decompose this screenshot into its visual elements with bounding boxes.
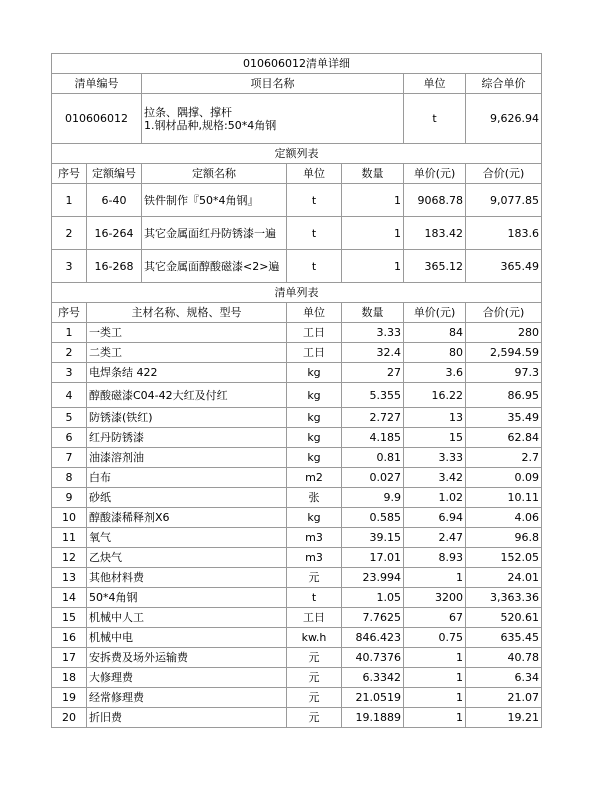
quota-col-code: 定额编号 xyxy=(87,164,142,184)
material-price: 1 xyxy=(404,568,466,588)
quota-name: 其它金属面红丹防锈漆一遍 xyxy=(142,217,287,250)
material-unit: kw.h xyxy=(287,628,342,648)
material-row xyxy=(52,428,542,448)
material-row xyxy=(52,528,542,548)
material-total: 152.05 xyxy=(466,548,542,568)
material-qty: 23.994 xyxy=(342,568,404,588)
material-total: 635.45 xyxy=(466,628,542,648)
material-price: 15 xyxy=(404,428,466,448)
material-name: 机械中电 xyxy=(87,628,287,648)
material-total: 86.95 xyxy=(466,383,542,408)
material-no: 17 xyxy=(52,648,87,668)
material-no: 10 xyxy=(52,508,87,528)
material-total: 19.21 xyxy=(466,708,542,728)
material-row xyxy=(52,343,542,363)
material-no: 1 xyxy=(52,323,87,343)
material-row xyxy=(52,688,542,708)
material-row xyxy=(52,668,542,688)
material-row xyxy=(52,468,542,488)
quota-col-no: 序号 xyxy=(52,164,87,184)
quota-unit: t xyxy=(287,250,342,283)
material-no: 12 xyxy=(52,548,87,568)
material-name: 醇酸漆稀释剂X6 xyxy=(87,508,287,528)
material-qty: 0.027 xyxy=(342,468,404,488)
material-no: 13 xyxy=(52,568,87,588)
material-price: 6.94 xyxy=(404,508,466,528)
material-qty: 6.3342 xyxy=(342,668,404,688)
material-price: 1 xyxy=(404,648,466,668)
material-row xyxy=(52,548,542,568)
quota-code: 6-40 xyxy=(87,184,142,217)
quota-no: 3 xyxy=(52,250,87,283)
material-qty: 1.05 xyxy=(342,588,404,608)
material-unit: kg xyxy=(287,508,342,528)
materials-col-unit: 单位 xyxy=(287,303,342,323)
material-price: 84 xyxy=(404,323,466,343)
materials-section-title: 清单列表 xyxy=(52,283,542,303)
quota-price: 365.12 xyxy=(404,250,466,283)
material-row xyxy=(52,508,542,528)
material-unit: kg xyxy=(287,428,342,448)
materials-col-price: 单价(元) xyxy=(404,303,466,323)
material-price: 3.33 xyxy=(404,448,466,468)
material-qty: 846.423 xyxy=(342,628,404,648)
material-row xyxy=(52,383,542,408)
material-price: 67 xyxy=(404,608,466,628)
material-row xyxy=(52,568,542,588)
quota-code: 16-264 xyxy=(87,217,142,250)
material-unit: 工日 xyxy=(287,608,342,628)
material-total: 0.09 xyxy=(466,468,542,488)
material-total: 10.11 xyxy=(466,488,542,508)
material-no: 4 xyxy=(52,383,87,408)
materials-col-total: 合价(元) xyxy=(466,303,542,323)
material-name: 氧气 xyxy=(87,528,287,548)
quota-col-unit: 单位 xyxy=(287,164,342,184)
material-qty: 5.355 xyxy=(342,383,404,408)
material-price: 1 xyxy=(404,708,466,728)
material-price: 1.02 xyxy=(404,488,466,508)
material-no: 3 xyxy=(52,363,87,383)
material-price: 1 xyxy=(404,668,466,688)
quota-qty: 1 xyxy=(342,250,404,283)
material-no: 8 xyxy=(52,468,87,488)
material-qty: 9.9 xyxy=(342,488,404,508)
material-no: 14 xyxy=(52,588,87,608)
material-name: 安拆费及场外运输费 xyxy=(87,648,287,668)
material-unit: 元 xyxy=(287,708,342,728)
materials-section xyxy=(52,283,542,728)
material-price: 1 xyxy=(404,688,466,708)
material-name: 防锈漆(铁红) xyxy=(87,408,287,428)
material-unit: 元 xyxy=(287,668,342,688)
quota-col-qty: 数量 xyxy=(342,164,404,184)
materials-col-qty: 数量 xyxy=(342,303,404,323)
material-unit: 元 xyxy=(287,688,342,708)
quota-qty: 1 xyxy=(342,184,404,217)
material-total: 520.61 xyxy=(466,608,542,628)
material-qty: 21.0519 xyxy=(342,688,404,708)
material-no: 11 xyxy=(52,528,87,548)
quota-name: 铁件制作『50*4角钢』 xyxy=(142,184,287,217)
material-row xyxy=(52,408,542,428)
quota-code: 16-268 xyxy=(87,250,142,283)
quota-header-row xyxy=(52,164,542,184)
material-total: 24.01 xyxy=(466,568,542,588)
material-qty: 2.727 xyxy=(342,408,404,428)
material-name: 机械中人工 xyxy=(87,608,287,628)
material-name: 折旧费 xyxy=(87,708,287,728)
material-row xyxy=(52,323,542,343)
quota-row xyxy=(52,250,542,283)
material-row xyxy=(52,628,542,648)
item-name-line1: 拉条、隅撑、撑杆 xyxy=(144,105,232,119)
material-name: 白布 xyxy=(87,468,287,488)
bill-detail-sheet xyxy=(51,53,541,728)
material-row xyxy=(52,708,542,728)
material-no: 6 xyxy=(52,428,87,448)
material-unit: kg xyxy=(287,363,342,383)
material-price: 2.47 xyxy=(404,528,466,548)
material-price: 0.75 xyxy=(404,628,466,648)
material-unit: 元 xyxy=(287,568,342,588)
material-name: 50*4角钢 xyxy=(87,588,287,608)
material-total: 2.7 xyxy=(466,448,542,468)
material-row xyxy=(52,488,542,508)
material-total: 21.07 xyxy=(466,688,542,708)
quota-col-total: 合价(元) xyxy=(466,164,542,184)
quota-no: 1 xyxy=(52,184,87,217)
materials-col-name: 主材名称、规格、型号 xyxy=(87,303,287,323)
material-no: 19 xyxy=(52,688,87,708)
material-no: 2 xyxy=(52,343,87,363)
quota-total: 9,077.85 xyxy=(466,184,542,217)
material-name: 大修理费 xyxy=(87,668,287,688)
material-row xyxy=(52,608,542,628)
materials-header-row xyxy=(52,303,542,323)
material-total: 280 xyxy=(466,323,542,343)
material-qty: 17.01 xyxy=(342,548,404,568)
material-total: 97.3 xyxy=(466,363,542,383)
material-row xyxy=(52,588,542,608)
material-unit: kg xyxy=(287,383,342,408)
material-unit: m3 xyxy=(287,548,342,568)
material-total: 6.34 xyxy=(466,668,542,688)
material-price: 3.6 xyxy=(404,363,466,383)
material-unit: kg xyxy=(287,408,342,428)
quota-total: 365.49 xyxy=(466,250,542,283)
item-code: 010606012 xyxy=(52,94,142,144)
quota-no: 2 xyxy=(52,217,87,250)
material-total: 35.49 xyxy=(466,408,542,428)
material-name: 醇酸磁漆C04-42大红及付红 xyxy=(87,383,287,408)
material-name: 乙炔气 xyxy=(87,548,287,568)
material-qty: 4.185 xyxy=(342,428,404,448)
material-name: 油漆溶剂油 xyxy=(87,448,287,468)
quota-price: 9068.78 xyxy=(404,184,466,217)
materials-col-no: 序号 xyxy=(52,303,87,323)
material-qty: 0.585 xyxy=(342,508,404,528)
quota-unit: t xyxy=(287,217,342,250)
material-qty: 3.33 xyxy=(342,323,404,343)
material-no: 16 xyxy=(52,628,87,648)
name-header: 项目名称 xyxy=(142,74,404,94)
material-no: 18 xyxy=(52,668,87,688)
quota-col-price: 单价(元) xyxy=(404,164,466,184)
page-title: 010606012清单详细 xyxy=(52,54,542,74)
item-name xyxy=(142,94,404,144)
quota-total: 183.6 xyxy=(466,217,542,250)
material-name: 经常修理费 xyxy=(87,688,287,708)
material-price: 80 xyxy=(404,343,466,363)
material-unit: m3 xyxy=(287,528,342,548)
material-total: 96.8 xyxy=(466,528,542,548)
price-header: 综合单价 xyxy=(466,74,542,94)
material-price: 3.42 xyxy=(404,468,466,488)
material-name: 二类工 xyxy=(87,343,287,363)
material-row xyxy=(52,363,542,383)
material-total: 4.06 xyxy=(466,508,542,528)
material-total: 3,363.36 xyxy=(466,588,542,608)
material-qty: 27 xyxy=(342,363,404,383)
item-unit: t xyxy=(404,94,466,144)
material-qty: 40.7376 xyxy=(342,648,404,668)
material-total: 62.84 xyxy=(466,428,542,448)
material-name: 红丹防锈漆 xyxy=(87,428,287,448)
item-price: 9,626.94 xyxy=(466,94,542,144)
material-name: 其他材料费 xyxy=(87,568,287,588)
material-total: 40.78 xyxy=(466,648,542,668)
bill-detail-table xyxy=(51,53,542,728)
material-no: 20 xyxy=(52,708,87,728)
material-name: 砂纸 xyxy=(87,488,287,508)
material-unit: 元 xyxy=(287,648,342,668)
material-unit: 工日 xyxy=(287,323,342,343)
item-name-line2: 1.钢材品种,规格:50*4角钢 xyxy=(144,118,277,132)
material-no: 9 xyxy=(52,488,87,508)
material-row xyxy=(52,648,542,668)
material-name: 一类工 xyxy=(87,323,287,343)
quota-section xyxy=(52,144,542,283)
material-row xyxy=(52,448,542,468)
unit-header: 单位 xyxy=(404,74,466,94)
material-price: 8.93 xyxy=(404,548,466,568)
material-unit: 张 xyxy=(287,488,342,508)
quota-price: 183.42 xyxy=(404,217,466,250)
material-qty: 19.1889 xyxy=(342,708,404,728)
code-header: 清单编号 xyxy=(52,74,142,94)
material-total: 2,594.59 xyxy=(466,343,542,363)
quota-unit: t xyxy=(287,184,342,217)
material-qty: 7.7625 xyxy=(342,608,404,628)
quota-name: 其它金属面醇酸磁漆<2>遍 xyxy=(142,250,287,283)
material-unit: kg xyxy=(287,448,342,468)
material-no: 5 xyxy=(52,408,87,428)
material-unit: 工日 xyxy=(287,343,342,363)
material-unit: t xyxy=(287,588,342,608)
material-qty: 32.4 xyxy=(342,343,404,363)
material-name: 电焊条结 422 xyxy=(87,363,287,383)
material-no: 15 xyxy=(52,608,87,628)
quota-qty: 1 xyxy=(342,217,404,250)
material-price: 13 xyxy=(404,408,466,428)
material-price: 3200 xyxy=(404,588,466,608)
quota-section-title: 定额列表 xyxy=(52,144,542,164)
quota-row xyxy=(52,184,542,217)
material-qty: 0.81 xyxy=(342,448,404,468)
material-price: 16.22 xyxy=(404,383,466,408)
quota-row xyxy=(52,217,542,250)
material-qty: 39.15 xyxy=(342,528,404,548)
material-no: 7 xyxy=(52,448,87,468)
material-unit: m2 xyxy=(287,468,342,488)
quota-col-name: 定额名称 xyxy=(142,164,287,184)
